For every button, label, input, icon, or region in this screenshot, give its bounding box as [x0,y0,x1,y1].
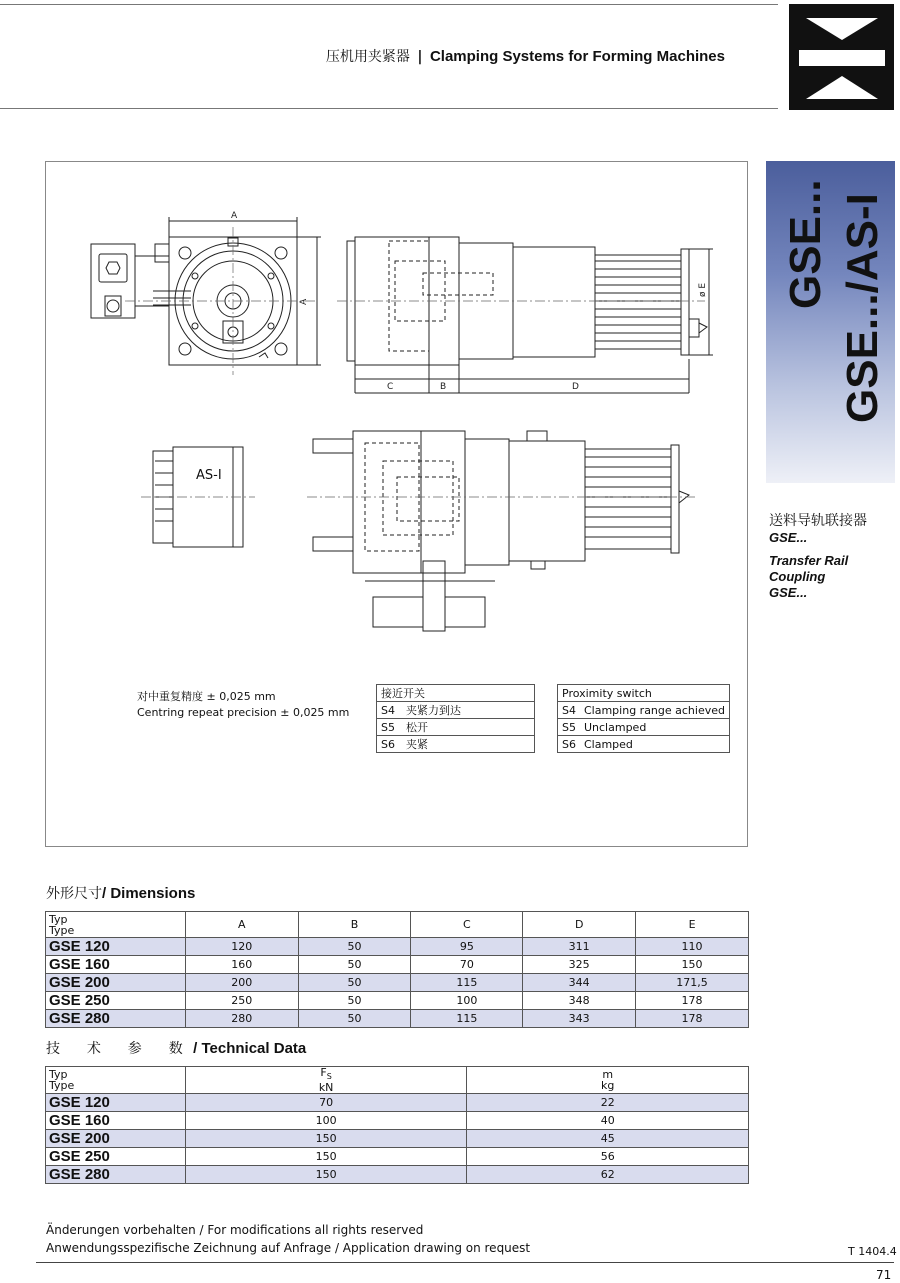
mass-header: m kg [467,1067,749,1094]
proximity-switch-table-zh: 接近开关 S4 夹紧力到达 S5 松开 S6 夹紧 [376,684,535,753]
svg-text:D: D [572,382,579,392]
table-row: GSE 250 150 56 [46,1148,749,1166]
table-row: GSE 120 70 22 [46,1094,749,1112]
header-title-en: Clamping Systems for Forming Machines [429,48,725,65]
table-row: GSE 280 280 50 115 343 178 [46,1010,749,1028]
technical-data-table [45,1066,749,1184]
dimensions-table: Typ Type A B C D E GSE 120 120 50 95 311 110 GSE 160 160 50 70 325 150 GSE 200 200 50 115 344 171,5 GSE 250 250 50 100 348 178 GSE 280 280 50 115 343 178 [45,911,749,1028]
type-header: Typ Type [46,912,186,938]
table-row: GSE 160 160 50 70 325 150 [46,956,749,974]
force-header: $F_S$ kN [185,1067,467,1094]
header-title-zh: 压机用夹紧器 [325,49,410,65]
product-code: GSE... [769,530,808,545]
dimensions-title: 外形尺寸/ Dimensions [46,885,196,902]
product-name-zh: 送料导轨联接器 [769,513,867,529]
page-header-title [0,46,725,66]
technical-data-title: 技 术 参 数 / Technical Data [46,1040,307,1057]
document-number: T 1404.4 [848,1245,897,1258]
table-row: GSE 250 250 50 100 348 178 [46,992,749,1010]
precision-note-en: Centring repeat precision ± 0,025 mm [137,706,350,719]
footer-note [46,1221,530,1257]
precision-note [137,689,349,721]
type-header: Typ Type [46,1067,186,1094]
footer-note-modifications: Änderungen vorbehalten / For modifications all rights reserved [46,1223,424,1237]
as-i-label: AS-I [196,468,222,483]
svg-text:A: A [299,298,309,305]
table-row: GSE 280 150 62 [46,1166,749,1184]
table-row: GSE 120 120 50 95 311 110 [46,938,749,956]
side-title-line1: GSE... [781,179,830,309]
product-name-en: Transfer Rail Coupling GSE... [769,553,849,600]
svg-text:A: A [231,211,238,221]
company-logo [789,4,894,110]
svg-text:B: B [440,382,447,392]
product-side-title [766,161,895,483]
svg-text:C: C [387,382,394,392]
table-row: GSE 160 100 40 [46,1112,749,1130]
footer-note-application: Anwendungsspezifische Zeichnung auf Anfrage / Application drawing on request [46,1241,531,1255]
table-row: GSE 200 150 45 [46,1130,749,1148]
header-separator: | [417,49,423,65]
svg-text:ø E: ø E [698,282,708,297]
page-number: 71 [876,1268,892,1282]
table-row: GSE 200 200 50 115 344 171,5 [46,974,749,992]
precision-note-zh: 对中重复精度 ± 0,025 mm [137,690,276,703]
proximity-switch-table-en: Proximity switch S4 Clamping range achieved S5 Unclamped S6 Clamped [557,684,730,753]
side-title-line2: GSE.../AS-I [838,193,887,423]
